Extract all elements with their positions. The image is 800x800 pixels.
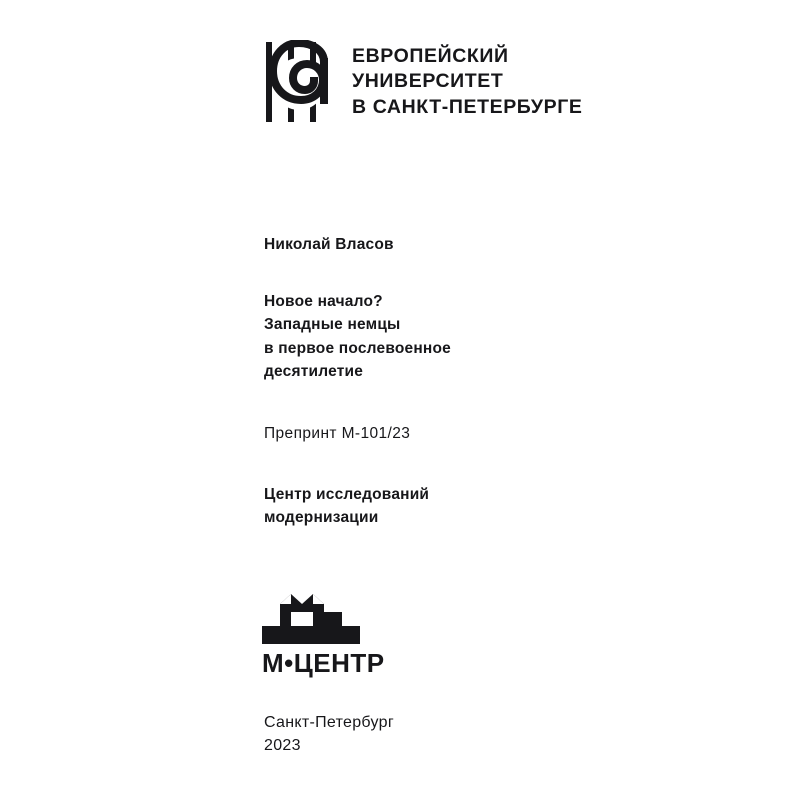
series-logo-wordmark: М•ЦЕНТР: [262, 648, 385, 678]
m-center-roof-logo-icon: [262, 592, 372, 644]
document-title: [264, 290, 684, 383]
imprint-city: Санкт-Петербург: [264, 714, 394, 731]
publisher-name-line-1: ЕВРОПЕЙСКИЙ: [352, 44, 509, 67]
title-line-4: десятилетие: [264, 362, 364, 380]
series-logo: [262, 592, 385, 679]
imprint: [264, 712, 394, 757]
center-line-2: модернизации: [264, 509, 379, 527]
title-line-3: в первое послевоенное: [264, 339, 451, 357]
title-line-1: Новое начало?: [264, 293, 383, 310]
publisher-logo: [264, 40, 583, 124]
eusp-spiral-logo-icon: [264, 40, 340, 124]
preprint-number: Препринт М-101/23: [264, 425, 411, 442]
imprint-year: 2023: [264, 736, 301, 754]
center-line-1: Центр исследований: [264, 486, 430, 503]
publisher-name-line-2: УНИВЕРСИТЕТ: [352, 70, 504, 93]
publisher-name: [352, 44, 583, 120]
author-name: Николай Власов: [264, 236, 394, 253]
title-line-2: Западные немцы: [264, 316, 401, 334]
document-meta: [264, 236, 684, 530]
research-center-name: [264, 483, 684, 530]
publisher-name-line-3: В САНКТ-ПЕТЕРБУРГЕ: [352, 95, 583, 118]
